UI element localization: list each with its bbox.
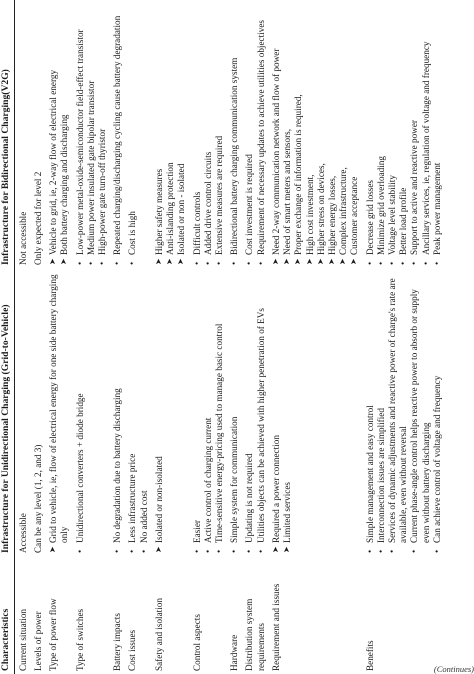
bullet-list-item: • Utilities objects can be achieved with higher penetration of EVs [256, 271, 267, 553]
bidirectional-cell [152, 0, 190, 268]
bullet-list-item: • Time-sensitive energy-pricing used to manage basic control [214, 271, 225, 553]
unidirectional-cell [46, 268, 72, 556]
bullet-list-item: • No degradation due to battery discharging [112, 271, 123, 553]
bullet-list-item: • Active control of charging current [203, 271, 214, 553]
cell-list [127, 3, 138, 265]
bidirectional-cell [14, 0, 31, 268]
bullet-list-item: • Cost investment is required [244, 3, 255, 265]
bullet-list-item: • Requirement of necessary updates to achieve utilities objectives [256, 3, 267, 265]
table-row [269, 0, 363, 674]
bullet-list-item: • Ancillary services, ie, regulation of voltage and frequency [421, 3, 432, 265]
arrow-list-item: ➤ Required a power connection [271, 271, 282, 553]
unidirectional-cell [14, 268, 31, 556]
unidirectional-cell [152, 268, 190, 556]
bullet-list-item: • Bidirectional battery charging communication system [229, 3, 240, 265]
table-row [46, 0, 72, 674]
arrow-list-item: ➤ Need of smart meters and sensors, [282, 3, 293, 265]
arrow-list-item: ➤ Anti-islanding protection [165, 3, 176, 265]
unidirectional-cell [73, 268, 111, 556]
bullet-list-item: • Low-power metal-oxide-semiconductor field-effect transistor [75, 3, 86, 265]
bullet-list-item: • Support to active and reactive power [409, 3, 420, 265]
bullet-list-item: • No added cost [139, 271, 150, 553]
bidirectional-cell [242, 0, 268, 268]
cell-list [154, 3, 188, 265]
row-label: Type of power flow [48, 598, 59, 671]
cell-list [192, 271, 226, 553]
bullet-list-item: • Peak power management [432, 3, 443, 265]
bullet-list-item: • Can achieve control of voltage and frequency [432, 271, 443, 553]
unidirectional-cell [242, 268, 268, 556]
cell-list [244, 3, 266, 265]
arrow-list-item: ➤ Grid to vehicle, ie, flow of electrical energy for one side battery charging only [48, 271, 70, 553]
arrow-list-item: ➤ Limited services [282, 271, 293, 553]
bidirectional-cell [363, 0, 446, 268]
row-label: Requirement and issues [270, 583, 281, 671]
bidirectional-cell [73, 0, 111, 268]
bullet-list-item: • Current phase-angle control helps reactive power to absorb or supply even without battery discharging [409, 271, 431, 553]
unidirectional-cell [31, 268, 46, 556]
arrow-list-item: ➤ Customer acceptance [349, 3, 360, 265]
row-label: Battery impacts [112, 613, 123, 671]
cell-list [192, 3, 226, 265]
bidirectional-cell [125, 0, 151, 268]
unidirectional-cell [269, 268, 363, 556]
bullet-list-item: • Less infrastructure price [127, 271, 138, 553]
cell-list [48, 3, 70, 265]
header-bidirectional: Infrastructure for Bidirectional Charging(V2G) [0, 0, 14, 268]
cell-list [75, 271, 86, 553]
bidirectional-cell [31, 0, 46, 268]
bidirectional-cell [46, 0, 72, 268]
table-row [190, 0, 228, 674]
unidirectional-cell [125, 268, 151, 556]
cell-list [365, 3, 444, 265]
cell-list [127, 271, 149, 553]
table-row [14, 0, 31, 674]
row-label: Benefits [364, 640, 375, 671]
bullet-list-item: • Minimize grid overloading [376, 3, 387, 265]
table-row [227, 0, 242, 674]
unidirectional-cell [227, 268, 242, 556]
arrow-list-item: ➤ Both battery charging and discharging [59, 3, 70, 265]
bullet-list-item: • Updating is not required [244, 271, 255, 553]
cell-list [154, 271, 165, 553]
cell-list [48, 271, 70, 553]
table-row [363, 0, 446, 674]
unidirectional-cell [190, 268, 228, 556]
arrow-list-item: ➤ Need 2-way communication network and flow of power [271, 3, 282, 265]
cell-list [33, 271, 44, 553]
bullet-list-item: • Services of dynamic adjustments and reactive power of charge's rate are available, even without reversal [387, 271, 409, 553]
cell-list [365, 271, 444, 553]
row-label: Current situation [17, 608, 28, 671]
table-row [73, 0, 111, 674]
cell-list [112, 3, 123, 265]
list-item: Can be any level (1, 2, and 3) [32, 444, 43, 553]
bullet-list-item: • Voltage level stability [387, 3, 398, 265]
arrow-list-item: ➤ Higher safety measures [154, 3, 165, 265]
table-header-row [0, 0, 14, 674]
bidirectional-cell [269, 0, 363, 268]
arrow-list-item: ➤ Isolated or non-isolated [154, 271, 165, 553]
row-label: Safety and isolation [153, 598, 164, 671]
table-row [242, 0, 268, 674]
cell-list [229, 3, 240, 265]
table-body [14, 0, 445, 674]
row-label: Type of switches [74, 608, 85, 671]
bullet-list-item: • Simple system for communication [229, 271, 240, 553]
header-characteristics: Characteristics [0, 556, 14, 674]
bullet-list-item: • Extensive measures are required [214, 3, 225, 265]
table-row [125, 0, 151, 674]
cell-list [244, 271, 266, 553]
arrow-list-item: ➤ Higher energy losses, [327, 3, 338, 265]
arrow-list-item: ➤ High cost investment, [305, 3, 316, 265]
arrow-list-item: ➤ Higher stress on devices, [316, 3, 327, 265]
cell-list [112, 271, 123, 553]
list-item: Accessible [17, 513, 28, 553]
list-item: Not accessible [17, 211, 28, 265]
cell-list [271, 3, 361, 265]
row-label: Hardware [229, 634, 240, 671]
unidirectional-cell [110, 268, 125, 556]
cell-list [229, 271, 240, 553]
cell-list [33, 3, 44, 265]
cell-list [75, 3, 109, 265]
bullet-list-item: • Medium power insulated gate bipolar transistor [86, 3, 97, 265]
row-label: Distribution system requirements [244, 598, 266, 671]
bullet-list-item: • Difficult controls [192, 3, 203, 265]
arrow-list-item: ➤ Vehicle to grid, ie, 2-way flow of electrical energy [48, 3, 59, 265]
bullet-list-item: • Interconnection issues are simplified [376, 271, 387, 553]
bullet-list-item: • Better load profile [398, 3, 409, 265]
arrow-list-item: ➤ Proper exchange of information is required, [293, 3, 304, 265]
row-label: Levels of power [32, 611, 43, 671]
continues-note: (Continues) [433, 664, 474, 674]
bidirectional-cell [190, 0, 228, 268]
row-label: Control aspects [191, 614, 202, 671]
table-row [110, 0, 125, 674]
bidirectional-cell [110, 0, 125, 268]
bidirectional-cell [227, 0, 242, 268]
bullet-list-item: • Decrease grid losses [365, 3, 376, 265]
bullet-list-item: • Cost is high [127, 3, 138, 265]
header-unidirectional: Infrastructure for Unidirectional Charging (Grid-to-Vehicle) [0, 268, 14, 556]
bullet-list-item: • Repeated charging/discharging cycling cause battery degradation [112, 3, 123, 265]
list-item: Only expected for level 2 [32, 171, 43, 265]
cell-list [18, 3, 29, 265]
cell-list [18, 271, 29, 553]
row-label: Cost issues [127, 629, 138, 671]
unidirectional-cell [363, 268, 446, 556]
arrow-list-item: ➤ Isolated or non - isolated [176, 3, 187, 265]
bullet-list-item: • Unidirectional converters + diode bridge [75, 271, 86, 553]
bullet-list-item: • Easier [192, 271, 203, 553]
bullet-list-item: • Simple management and easy control [365, 271, 376, 553]
cell-list [271, 271, 293, 553]
bullet-list-item: • High-power gate turn-off thyristor [97, 3, 108, 265]
arrow-list-item: ➤ Complex infrastructure, [338, 3, 349, 265]
table-row [152, 0, 190, 674]
bullet-list-item: • Added drive control circuits [203, 3, 214, 265]
table-row [31, 0, 46, 674]
